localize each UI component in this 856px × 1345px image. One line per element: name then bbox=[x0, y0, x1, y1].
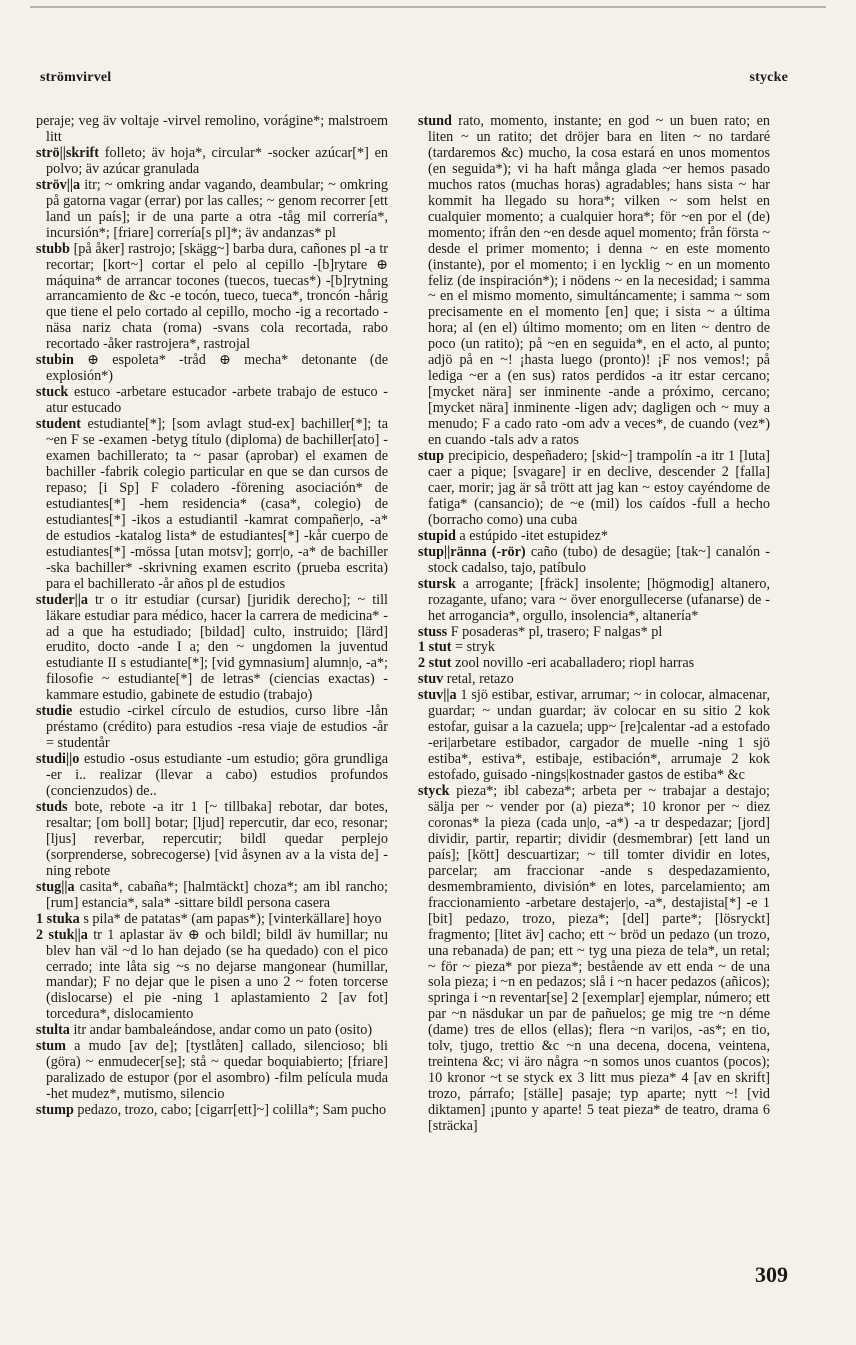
dictionary-entry bbox=[418, 529, 770, 545]
entry-headword: styck bbox=[418, 783, 450, 800]
dictionary-entry bbox=[36, 593, 388, 705]
entry-definition: 1 sjö estibar, estivar, arrumar; ~ in colocar, almacenar, guardar; ~ undan guardar; äv colocar en su sitio 2 kok estofar, guisar a la cazuela; upp~ [re]calentar -ad a estofado -eri|arbetare estibador, cargador de muelle -ning 1 sjö estiba*, estiva*, estibaje, estibación*, arrumaje 2 kok estofado, guisado -nings|kostnader gastos de estiba* &c bbox=[428, 687, 770, 784]
entry-definition: zool novillo -eri acaballadero; riopl harras bbox=[451, 655, 695, 672]
dictionary-entry bbox=[418, 672, 770, 688]
page-number: 309 bbox=[755, 1262, 788, 1287]
entry-definition: retal, retazo bbox=[443, 671, 514, 688]
entry-headword: stursk bbox=[418, 575, 456, 592]
right-column bbox=[418, 114, 770, 1135]
entry-definition: estudio -cirkel círculo de estudios, curso libre -lån préstamo (crédito) para estudios -resa viaje de estudios -år = studentår bbox=[46, 703, 388, 752]
entry-definition: caño (tubo) de desagüe; [tak~] canalón -stock cadalso, tajo, patíbulo bbox=[428, 543, 771, 576]
entry-definition: itr; ~ omkring andar vagando, deambular; ~ omkring på gatorna vagar (errar) por las calles; ~ genom recorrer [ett land un país]; ir de una parte a otra -tåg mil correría*, incursión*; [friare] correría[s pl]*; äv andanzas* pl bbox=[46, 176, 388, 241]
dictionary-entry bbox=[36, 912, 388, 928]
left-column bbox=[36, 114, 388, 1119]
entry-definition: peraje; veg äv voltaje -virvel remolino, vorágine*; malstroem litt bbox=[36, 113, 388, 145]
dictionary-entry bbox=[418, 625, 770, 641]
entry-headword: stulta bbox=[36, 1022, 70, 1039]
dictionary-entry bbox=[418, 656, 770, 672]
entry-headword: 2 stuk||a bbox=[36, 926, 88, 943]
entry-headword: 1 stuka bbox=[36, 910, 80, 927]
entry-headword: 1 stut bbox=[418, 639, 452, 656]
entry-definition: ⊕ espoleta* -tråd ⊕ mecha* detonante (de explosión*) bbox=[46, 352, 388, 385]
entry-headword: stup bbox=[418, 448, 445, 465]
entry-headword: stuv bbox=[418, 671, 444, 688]
dictionary-entry bbox=[36, 704, 388, 752]
entry-definition: casita*, cabaña*; [halmtäckt] choza*; am ibl rancho; [rum] estancia*, sala* -sittare bildl persona casera bbox=[46, 878, 388, 911]
entry-headword: stuv||a bbox=[418, 687, 457, 704]
entry-headword: stump bbox=[36, 1102, 74, 1119]
entry-definition: = stryk bbox=[451, 639, 495, 656]
dictionary-entry bbox=[418, 784, 770, 1135]
entry-headword: stupid bbox=[418, 527, 456, 544]
dictionary-entry bbox=[418, 577, 770, 625]
dictionary-entry bbox=[36, 417, 388, 592]
dictionary-entry bbox=[36, 146, 388, 178]
dictionary-entry bbox=[418, 688, 770, 784]
entry-headword: stug||a bbox=[36, 878, 75, 895]
dictionary-entry bbox=[36, 928, 388, 1024]
dictionary-entry bbox=[36, 1023, 388, 1039]
entry-headword: stup||ränna (-rör) bbox=[418, 543, 526, 560]
entry-headword: stubb bbox=[36, 240, 70, 257]
dictionary-entry bbox=[36, 242, 388, 354]
entry-definition: estudio -osus estudiante -um estudio; göra grundliga -er i.. realizar (llevar a cabo) estudios profundos (concienzudos) de.. bbox=[46, 751, 388, 800]
entry-definition: pedazo, trozo, cabo; [cigarr[ett]~] colilla*; Sam pucho bbox=[73, 1102, 387, 1119]
entry-definition: itr andar bambaleándose, andar como un pato (osito) bbox=[69, 1022, 373, 1039]
running-head-left: strömvirvel bbox=[40, 70, 112, 85]
top-rule bbox=[30, 6, 826, 11]
entry-headword: studie bbox=[36, 703, 73, 720]
entry-headword: student bbox=[36, 416, 81, 433]
dictionary-entry bbox=[36, 880, 388, 912]
entry-headword: stund bbox=[418, 113, 452, 129]
entry-headword: 2 stut bbox=[418, 655, 452, 672]
entry-headword: stuss bbox=[418, 623, 448, 640]
entry-headword: studi||o bbox=[36, 751, 80, 768]
entry-definition: a mudo [av de]; [tystlåten] callado, silencioso; bli (göra) ~ enmudecer[se]; stå ~ quedar boquiabierto; [friare] paralizado de estupor (por el asombro) -film película muda -het mudez*, mutismo, silencio bbox=[46, 1038, 388, 1103]
dictionary-entry bbox=[418, 640, 770, 656]
entry-definition: [på åker] rastrojo; [skägg~] barba dura, cañones pl -a tr recortar; [kort~] cortar el pelo al cepillo -[b]rytare ⊕ máquina* de arrancar tocones (tuecos, tuecas*) -[b]rytning arrancamiento de &c -e tocón, tueco, tueca*, troncón -hårig que tiene el pelo cortado al cepillo, mocho -ig a recortado -näsa nariz chata (roma) -svans cola recortada, rabo recortado -åker rastrojera*, rastrojal bbox=[46, 240, 388, 353]
entry-definition: tr o itr estudiar (cursar) [juridik derecho]; ~ till läkare estudiar para médico, hacer la carrera de medicina* -ad a que ha estudiado; [bildad] culto, instruido; [lärd] erudito, docto -ande I a; den ~ ungdomen la juventud estudiante II s estudiante[*]; [vid gymnasium] alumn|o, -a*; filosofie ~ estudiante[*] de letras* (ciencias exactas) -kammare estudio, gabinete de estudio (trabajo) bbox=[46, 591, 388, 704]
entry-definition: precipicio, despeñadero; [skid~] trampolín -a itr 1 [luta] caer a pique; [svagare] ir en declive, descender 2 [falla] caer, morir; jag är så trött att jag kan ~ estoy cayéndome de fatiga* (cansancio); de ~e (mil) los caídos -full a hecho (borracho como) una cuba bbox=[428, 448, 770, 528]
dictionary-entry bbox=[36, 114, 388, 146]
dictionary-entry bbox=[418, 449, 770, 529]
entry-headword: ströv||a bbox=[36, 176, 81, 193]
dictionary-entry bbox=[36, 178, 388, 242]
entry-definition: tr 1 aplastar äv ⊕ och bildl; bildl äv humillar; nu blev han väl ~d lo han dejado (se ha quedado) con el pico cerrado; inte låta sig ~s no dejarse mangonear (humillar, mandar); F no dejar que le pisen a uno 2 ~ foten torcerse (dislocarse) el pie -ning 1 aplastamiento 2 [av fot] torcedura*, dislocamiento bbox=[46, 926, 388, 1023]
entry-definition: rato, momento, instante; en god ~ un buen rato; en liten ~ un ratito; det dröjer bara en liten ~ no tardaré (tardaremos &c) mucho, la cosa estará en unos momentos (en seguida*); vi ha haft många glada ~er hemos pasado muchos ratos (muchas horas) agradables; hans sista ~ har kommit ha llegado su hora*; vilken ~ som helst en cualquier momento; a cualquier hora*; för ~en por el (de) momento; ifrån den ~en desde aquel momento; från första ~ desde el primer momento; i denna ~ en este momento (instante), por el momento; i en lycklig ~ en un momento feliz (de inspiración*); i nödens ~ en la necesidad; i samma ~ en el mismo momento, simultáncamente; i samma ~ som precisamente en el momento [en] que; i sista ~ a última hora; al (en el) último momento; om en liten ~ dentro de poco (un ratito); på ~en en seguida*, en el acto, al punto; adjö på en ~! ¡hasta luego (pronto)! ¡F nos vemos!; på lediga ~er a (en sus) ratos perdidos -a itr estar cercano; [mycket nära] ser inminente -ande a próximo, cercano; [mycket nära] inminente -ligen adv; dagligen och ~ muy a menudo; F a cado rato -om adv a veces*, de cuando (vez*) en cuando -tals adv a ratos bbox=[428, 113, 770, 449]
entry-definition: folleto; äv hoja*, circular* -socker azúcar[*] en polvo; äv azúcar granulada bbox=[46, 144, 388, 177]
dictionary-entry bbox=[36, 752, 388, 800]
dictionary-entry bbox=[418, 114, 770, 449]
entry-headword: studer||a bbox=[36, 591, 88, 608]
entry-definition: pieza*; ibl cabeza*; arbeta per ~ trabajar a destajo; sälja per ~ vender por (a) pieza*; 10 kronor per ~ diez coronas* la pieza (cada un|o, -a*) -a tr despedazar; [jord] dividir, partir, repartir; dividir (desmembrar) [ett land un país]; [kött] descuartizar; ~ till tomter dividir en lotes, parcelar; am fraccionar -ande s despedazamiento, desmembramiento, división* en lotes, parcelamiento; am fraccionamiento -arbetare destajer|o, -a*, destajista[*] -e 1 [bit] pedazo, trozo, pieza*; [del] parte*; [lösryckt] fragmento; [litet äv] cacho; ett ~ bröd un pedazo (un trozo, una rebanada) de pan; ett ~ tyg una pieza de tela*, un retal; ~ för ~ pieza* por pieza*; bestående av ett enda ~ de una sola pieza; i ~n en pedazos; slå i ~n hacer pedazos (añicos); springa i ~n reventar[se] 2 [exemplar] ejemplar, número; ett par ~n näsdukar un par de pañuelos; ge mig tre ~n déme (dame) tres de ellos (ellas); flera ~n vari|os, -as*; en tio, tolv, tjugo, trettio &c ~n una decena, docena, veintena, treintena &c; vi äro några ~n somos unos cuantos (pocos); 10 kronor ~t se styck ex 3 litt mus pieza* 4 [av en skrift] trozo, párrafo; [ställe] pasaje; typ aparte; nytt ~! [vid diktamen] ¡punto y aparte! 5 teat pieza* de teatro, drama 6 [sträcka] bbox=[428, 783, 770, 1135]
entry-headword: stuck bbox=[36, 384, 69, 401]
dictionary-entry bbox=[36, 353, 388, 385]
entry-headword: strö||skrift bbox=[36, 144, 99, 161]
dictionary-entry bbox=[36, 800, 388, 880]
entry-definition: estuco -arbetare estucador -arbete trabajo de estuco -atur estucado bbox=[46, 384, 388, 417]
dictionary-entry bbox=[36, 1039, 388, 1103]
entry-definition: s pila* de patatas* (am papas*); [vinterkällare] hoyo bbox=[79, 910, 382, 927]
entry-headword: stum bbox=[36, 1038, 66, 1055]
entry-definition: F posaderas* pl, trasero; F nalgas* pl bbox=[447, 623, 663, 640]
dictionary-entry bbox=[418, 545, 770, 577]
dictionary-entry bbox=[36, 385, 388, 417]
entry-definition: a estúpido -itet estupidez* bbox=[455, 527, 608, 544]
dictionary-entry bbox=[36, 1103, 388, 1119]
entry-definition: estudiante[*]; [som avlagt stud-ex] bachiller[*]; ta ~en F se -examen -betyg título (diploma) de bachiller[ato] -examen bachillerato; ta ~ pasar (aprobar) el examen de bachiller -fabrik colegio particular en que se dan cursos de repaso; [i Sp] F coladero -förening asociación* de estudiantes[*] -hem residencia* (casa*, colegio) de estudiantes[*] -ikos a estudiantil -kamrat compañer|o, -a* de estudios -katalog lista* de estudiantes[*] -kår cuerpo de estudiantes[*] -mössa [utan motsv]; gorr|o, -a* de bachiller -ska bachiller* -skrivning examen escrito (prueba escrita) para el bachillerato -år años pl de estudios bbox=[46, 416, 388, 592]
entry-definition: a arrogante; [fräck] insolente; [högmodig] altanero, rozagante, ufano; vara ~ över enorgullecerse (ufanarse) de -het arrogancia*, orgullo, insolencia*, altanería* bbox=[428, 575, 770, 624]
entry-headword: stubin bbox=[36, 352, 74, 369]
entry-headword: studs bbox=[36, 798, 68, 815]
entry-definition: bote, rebote -a itr 1 [~ tillbaka] rebotar, dar botes, resaltar; [om boll] botar; [ljud] repercutir, dar eco, resonar; [ljus] reverbar, repercutir; bildl quedar perplejo (sorprenderse, sobrecogerse) [vid åsynen av a la vista de] -ning rebote bbox=[46, 798, 388, 879]
running-head-right: stycke bbox=[749, 70, 788, 85]
